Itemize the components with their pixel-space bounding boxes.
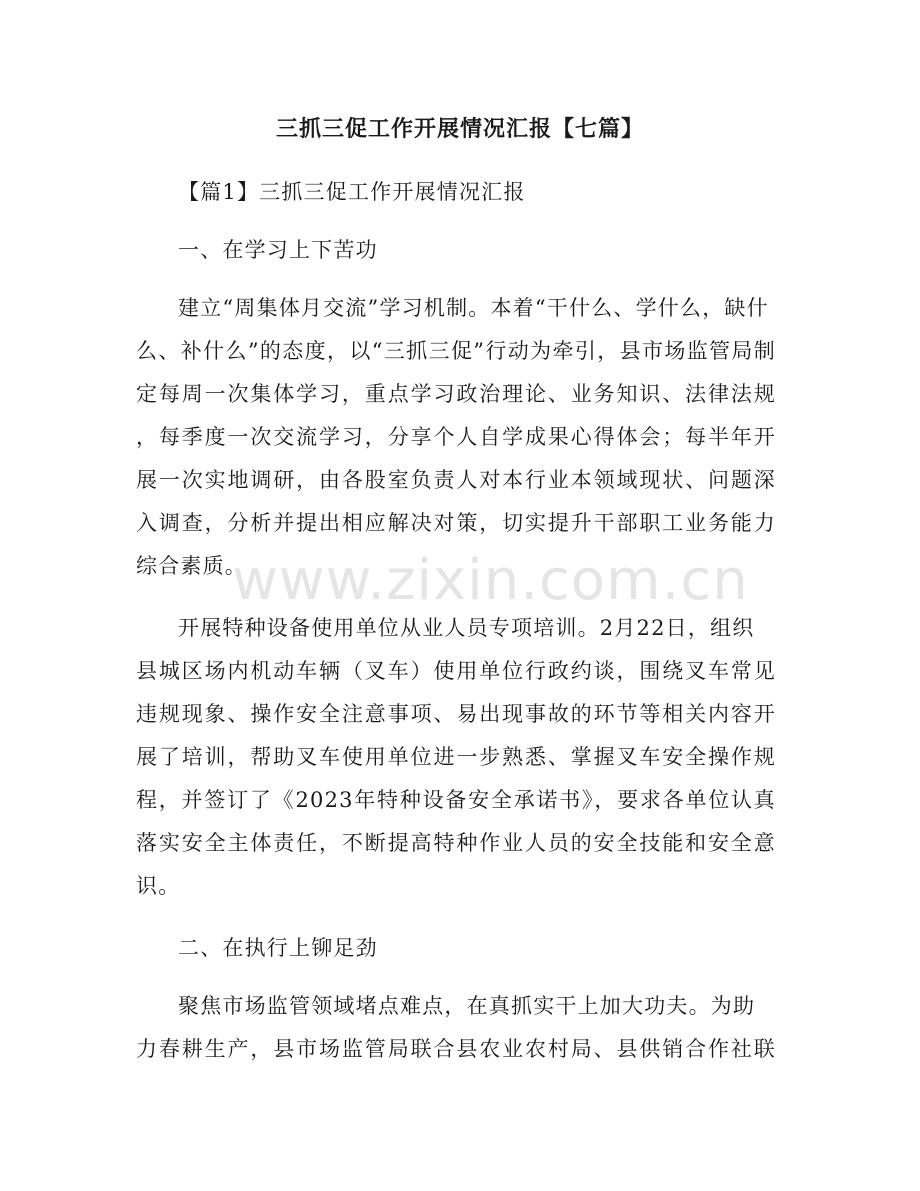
paragraph-line: 识。 xyxy=(136,874,181,898)
paragraph-line: 县城区场内机动车辆（叉车）使用单位行政约谈，围绕叉车常见 xyxy=(136,659,776,683)
paragraph-line: 展一次实地调研，由各股室负责人对本行业本领域现状、问题深 xyxy=(136,468,776,492)
paragraph-line: 聚焦市场监管领域堵点难点，在真抓实干上加大功夫。为助 xyxy=(178,994,756,1018)
watermark: www.zixin.com.cn xyxy=(232,548,749,613)
paragraph-line: 展了培训，帮助叉车使用单位进一步熟悉、掌握叉车安全操作规 xyxy=(136,745,776,769)
paragraph-line: 开展特种设备使用单位从业人员专项培训。2月22日，组织 xyxy=(178,616,755,640)
paragraph-line: 定每周一次集体学习，重点学习政治理论、业务知识、法律法规 xyxy=(136,382,776,406)
document-title: 三抓三促工作开展情况汇报【七篇】 xyxy=(275,116,644,142)
paragraph-line: 力春耕生产，县市场监管局联合县农业农村局、县供销合作社联 xyxy=(136,1037,776,1061)
section-heading-1: 一、在学习上下苦功 xyxy=(178,238,378,262)
paragraph-line: 么、补什么”的态度，以“三抓三促”行动为牵引，县市场监管局制 xyxy=(136,339,776,363)
paragraph-line: 入调查，分析并提出相应解决对策，切实提升干部职工业务能力 xyxy=(136,511,776,535)
article-subtitle: 【篇1】三抓三促工作开展情况汇报 xyxy=(178,180,526,204)
section-heading-2: 二、在执行上铆足劲 xyxy=(178,936,378,960)
paragraph-line: 综合素质。 xyxy=(136,554,247,578)
paragraph-line: ，每季度一次交流学习，分享个人自学成果心得体会；每半年开 xyxy=(136,425,776,449)
paragraph-line: 程，并签订了《2023年特种设备安全承诺书》，要求各单位认真 xyxy=(136,788,776,812)
paragraph-line: 违规现象、操作安全注意事项、易出现事故的环节等相关内容开 xyxy=(136,702,776,726)
paragraph-line: 落实安全主体责任，不断提高特种作业人员的安全技能和安全意 xyxy=(136,831,776,855)
paragraph-line: 建立“周集体月交流”学习机制。本着“干什么、学什么，缺什 xyxy=(178,296,769,320)
